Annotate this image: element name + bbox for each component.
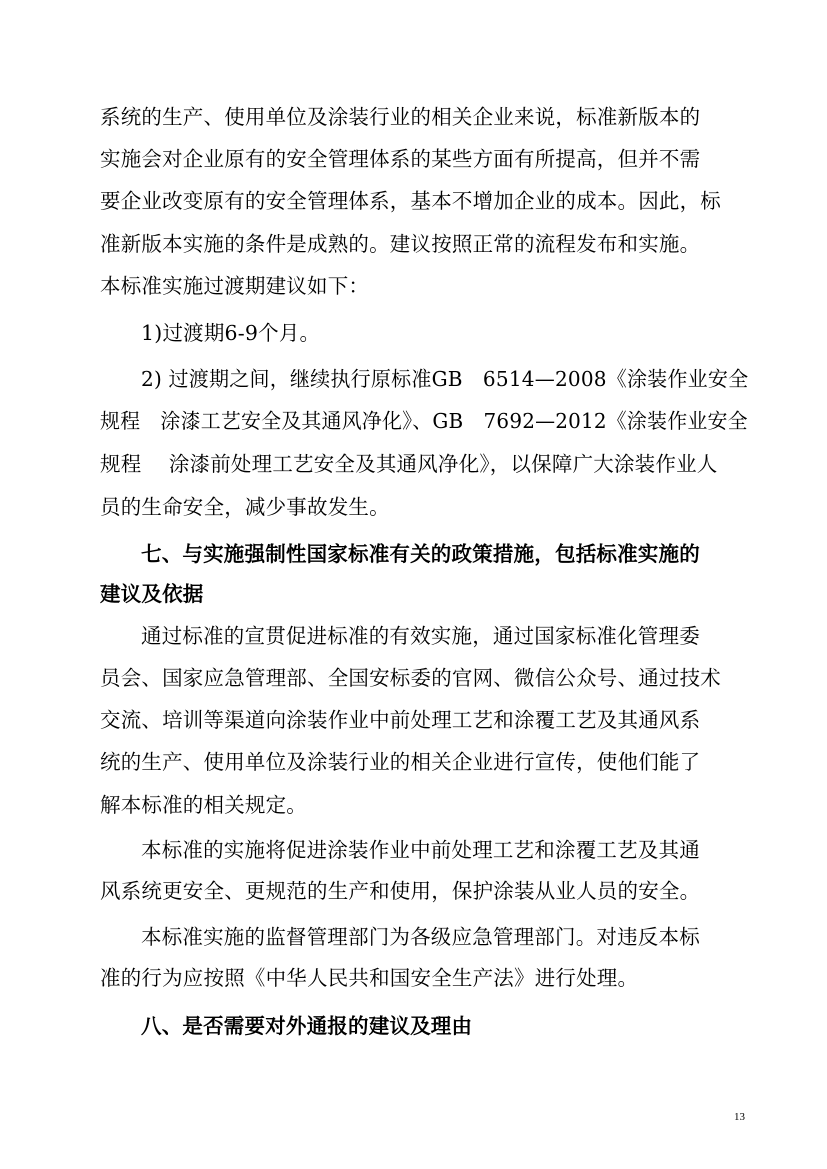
page-number: 13	[734, 1111, 745, 1123]
paragraph-3-line-4: 员的生命安全，减少事故发生。	[100, 495, 390, 519]
paragraph-1-line-5: 本标准实施过渡期建议如下：	[100, 274, 370, 298]
paragraph-4-line-1: 通过标准的宣贯促进标准的有效实施，通过国家标准化管理委	[141, 624, 700, 648]
paragraph-3-line-1: 2) 过渡期之间，继续执行原标准GB 6514—2008《涂装作业安全	[141, 367, 749, 391]
paragraph-5-line-2: 风系统更安全、更规范的生产和使用，保护涂装从业人员的安全。	[100, 879, 701, 903]
paragraph-1-line-1: 系统的生产、使用单位及涂装行业的相关企业来说，标准新版本的	[100, 105, 701, 129]
section-heading-7-line-2: 建议及依据	[100, 582, 204, 606]
paragraph-4-line-2: 员会、国家应急管理部、全国安标委的官网、微信公众号、通过技术	[100, 666, 721, 690]
paragraph-3-line-2: 规程 涂漆工艺安全及其通风净化》、GB 7692—2012《涂装作业安全	[100, 409, 748, 433]
paragraph-6-line-2: 准的行为应按照《中华人民共和国安全生产法》进行处理。	[100, 966, 639, 990]
paragraph-2-line-1: 1)过渡期6-9个月。	[141, 321, 321, 345]
paragraph-1-line-4: 准新版本实施的条件是成熟的。建议按照正常的流程发布和实施。	[100, 232, 701, 256]
paragraph-1-line-2: 实施会对企业原有的安全管理体系的某些方面有所提高，但并不需	[100, 147, 701, 171]
section-heading-8: 八、是否需要对外通报的建议及理由	[141, 1014, 473, 1038]
paragraph-4-line-3: 交流、培训等渠道向涂装作业中前处理工艺和涂覆工艺及其通风系	[100, 708, 701, 732]
paragraph-3-line-3: 规程 涂漆前处理工艺安全及其通风净化》，以保障广大涂装作业人	[100, 452, 718, 476]
paragraph-1-line-3: 要企业改变原有的安全管理体系，基本不增加企业的成本。因此，标	[100, 189, 721, 213]
paragraph-6-line-1: 本标准实施的监督管理部门为各级应急管理部门。对违反本标	[141, 925, 700, 949]
section-heading-7-line-1: 七、与实施强制性国家标准有关的政策措施，包括标准实施的	[141, 542, 700, 566]
paragraph-4-line-5: 解本标准的相关规定。	[100, 793, 307, 817]
paragraph-4-line-4: 统的生产、使用单位及涂装行业的相关企业进行宣传，使他们能了	[100, 750, 701, 774]
paragraph-5-line-1: 本标准的实施将促进涂装作业中前处理工艺和涂覆工艺及其通	[141, 838, 700, 862]
